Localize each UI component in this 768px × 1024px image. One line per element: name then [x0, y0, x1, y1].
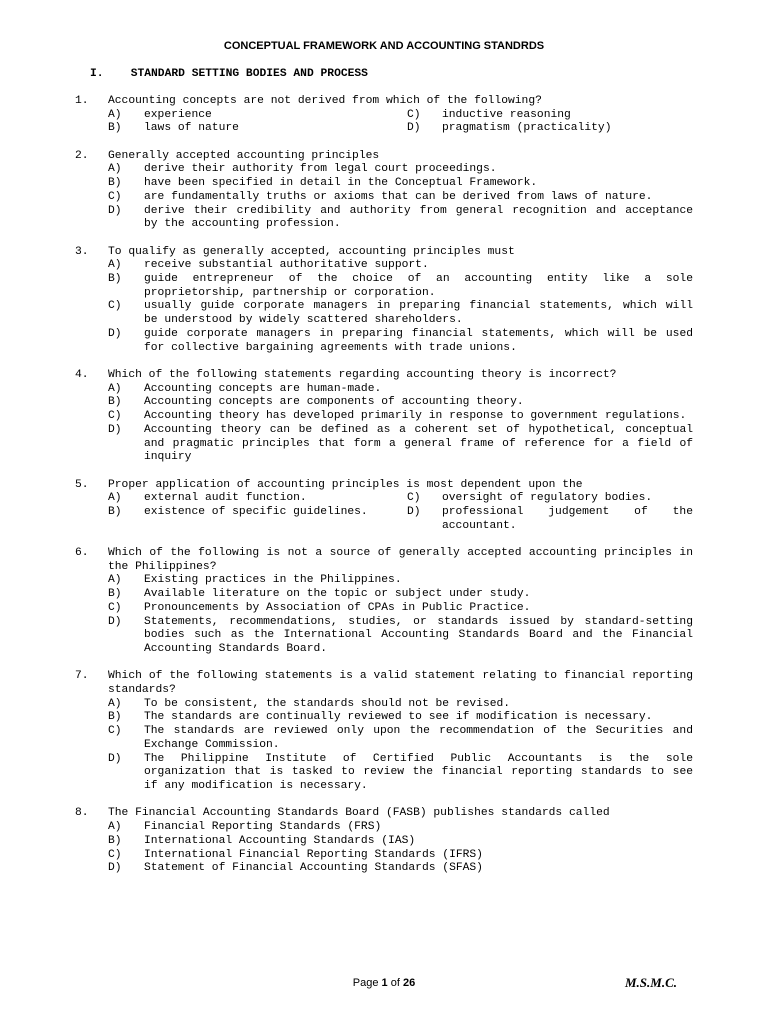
option: [0, 259, 768, 273]
option-text: existence of specific guidelines.: [144, 505, 368, 518]
option: [0, 849, 768, 863]
option-letter: B): [108, 122, 122, 135]
option: [0, 383, 768, 397]
document-title: CONCEPTUAL FRAMEWORK AND ACCOUNTING STANDRDS: [223, 40, 545, 52]
option-text: pragmatism (practicality): [442, 122, 612, 135]
option-letter: D): [407, 505, 421, 518]
option-text: derive their credibility and authority from general recognition and acceptance by the accounting profession.: [144, 204, 693, 231]
option-letter: B): [108, 505, 122, 518]
option-letter: D): [108, 752, 122, 765]
question-number: 2.: [75, 149, 89, 162]
option: [0, 753, 768, 794]
option-letter: A): [108, 492, 122, 505]
question-3: [0, 246, 768, 356]
option-text: International Accounting Standards (IAS): [144, 834, 416, 847]
question-text: To qualify as generally accepted, accounting principles must: [108, 245, 515, 258]
option-text: Available literature on the topic or subject under study.: [144, 588, 531, 601]
option: [0, 205, 768, 232]
option: [0, 616, 768, 657]
question-2: [0, 150, 768, 232]
option-letter: D): [108, 862, 122, 875]
option-text: inductive reasoning: [442, 108, 571, 121]
page-label: Page: [352, 977, 382, 989]
option-text: are fundamentally truths or axioms that can be derived from laws of nature.: [144, 190, 653, 203]
option: [0, 410, 768, 424]
option-text: Accounting concepts are components of accounting theory.: [144, 396, 524, 409]
question-4: [0, 369, 768, 465]
section-title: STANDARD SETTING BODIES AND PROCESS: [130, 68, 368, 80]
option-letter: D): [108, 423, 122, 436]
option-letter: B): [108, 711, 122, 724]
option-text: Accounting theory can be defined as a coherent set of hypothetical, conceptual and pragmatic principles that form a general frame of reference for a field of inquiry: [144, 423, 693, 464]
question-5: [0, 479, 768, 534]
option-letter: A): [108, 382, 122, 395]
option-letter: A): [108, 821, 122, 834]
option-text: The standards are reviewed only upon the recommendation of the Securities and Exchange Commission.: [144, 725, 693, 751]
option-letter: D): [407, 122, 421, 135]
option-letter: D): [108, 204, 122, 217]
page-of: of: [387, 977, 403, 989]
page-total: 26: [402, 977, 416, 989]
option-letter: C): [407, 108, 421, 121]
option-text: Accounting concepts are human-made.: [144, 382, 382, 395]
option: [0, 396, 768, 410]
option-letter: A): [108, 163, 122, 176]
option-text: International Financial Reporting Standards (IFRS): [144, 848, 483, 861]
option-text: usually guide corporate managers in preparing financial statements, which will be understood by widely scattered shareholders.: [144, 300, 693, 327]
option-letter: A): [108, 108, 122, 121]
option-row: [0, 122, 768, 136]
option-text: The standards are continually reviewed to see if modification is necessary.: [144, 711, 653, 724]
option: [0, 273, 768, 300]
option-letter: D): [108, 327, 122, 340]
option-letter: C): [108, 725, 122, 738]
option-text: Pronouncements by Association of CPAs in Public Practice.: [144, 601, 531, 614]
option: [0, 191, 768, 205]
option-text: professional judgement of the accountant.: [442, 505, 693, 532]
option-letter: C): [108, 190, 122, 203]
option-text: have been specified in detail in the Conceptual Framework.: [144, 177, 538, 190]
option-row: [0, 109, 768, 123]
section-heading: [90, 68, 368, 80]
author-initials: M.S.M.C.: [625, 975, 678, 990]
question-number: 8.: [75, 807, 89, 820]
option: [0, 602, 768, 616]
option: [0, 711, 768, 725]
option: [0, 835, 768, 849]
option-text: external audit function.: [144, 492, 307, 505]
option-text: The Philippine Institute of Certified Public Accountants is the sole organization that is tasked to review the financial reporting standards to see if any modification is necessary.: [144, 752, 693, 792]
option: [0, 300, 768, 327]
option: [0, 862, 768, 876]
option: [0, 177, 768, 191]
question-text: Accounting concepts are not derived from which of the following?: [108, 95, 542, 107]
option-text: Accounting theory has developed primarily in response to government regulations.: [144, 410, 687, 423]
question-number: 6.: [75, 547, 89, 560]
option-letter: B): [108, 273, 122, 286]
option: [0, 698, 768, 712]
option-letter: C): [108, 848, 122, 861]
option: [0, 574, 768, 588]
option-text: Existing practices in the Philippines.: [144, 574, 402, 587]
question-number: 1.: [75, 95, 89, 107]
question-text: Which of the following is not a source of generally accepted accounting principles in the Philippines?: [108, 547, 693, 573]
question-number: 4.: [75, 368, 89, 381]
option-letter: B): [108, 396, 122, 409]
option: [0, 821, 768, 835]
option: [0, 725, 768, 752]
option: [0, 424, 768, 465]
option-letter: B): [108, 834, 122, 847]
question-number: 7.: [75, 670, 89, 683]
option-text: Statement of Financial Accounting Standards (SFAS): [144, 862, 483, 875]
option-letter: A): [108, 574, 122, 587]
option-text: guide corporate managers in preparing financial statements, which will be used for collective bargaining agreements with trade unions.: [144, 327, 693, 354]
question-text: Proper application of accounting principles is most dependent upon the: [108, 478, 583, 491]
option-row: [0, 492, 768, 506]
option-text: To be consistent, the standards should not be revised.: [144, 697, 511, 710]
option-letter: B): [108, 588, 122, 601]
option: [0, 163, 768, 177]
option-text: guide entrepreneur of the choice of an accounting entity like a sole proprietorship, partnership or corporation.: [144, 273, 693, 299]
option-letter: C): [108, 300, 122, 313]
option-letter: D): [108, 615, 122, 628]
option: [0, 588, 768, 602]
option-text: experience: [144, 108, 212, 121]
option-text: derive their authority from legal court proceedings.: [144, 163, 497, 176]
question-8: [0, 807, 768, 876]
option-text: laws of nature: [144, 122, 239, 135]
option-letter: A): [108, 697, 122, 710]
question-text: The Financial Accounting Standards Board (FASB) publishes standards called: [108, 807, 610, 820]
page-number: 1: [381, 977, 388, 989]
option-text: oversight of regulatory bodies.: [442, 492, 653, 505]
question-1: [0, 95, 768, 136]
option-letter: C): [108, 601, 122, 614]
question-text: Which of the following statements regarding accounting theory is incorrect?: [108, 368, 617, 381]
option-text: Financial Reporting Standards (FRS): [144, 821, 382, 834]
question-list: [0, 95, 768, 890]
question-6: [0, 547, 768, 657]
section-number: I.: [90, 68, 104, 80]
question-text: Generally accepted accounting principles: [108, 149, 380, 162]
option-letter: A): [108, 259, 122, 272]
option-letter: B): [108, 177, 122, 190]
option-letter: C): [108, 410, 122, 423]
option-text: receive substantial authoritative support.: [144, 259, 429, 272]
option: [0, 328, 768, 355]
question-7: [0, 670, 768, 793]
question-text: Which of the following statements is a valid statement relating to financial reporting standards?: [108, 670, 693, 697]
option-letter: C): [407, 492, 421, 505]
option-text: Statements, recommendations, studies, or standards issued by standard-setting bodies such as the International Accounting Standards Board and the Financial Accounting Standards Board.: [144, 615, 693, 655]
question-number: 3.: [75, 245, 89, 258]
option-row: [0, 506, 768, 533]
question-number: 5.: [75, 478, 89, 491]
